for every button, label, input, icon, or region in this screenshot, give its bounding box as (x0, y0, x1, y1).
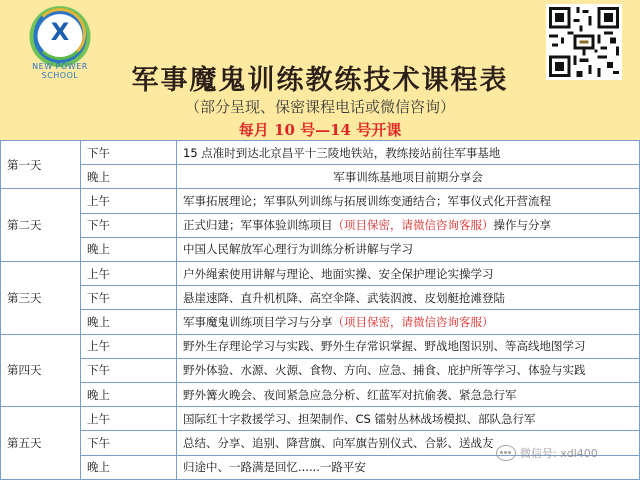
day-label: 第二天 (1, 189, 81, 262)
day-label: 第一天 (1, 141, 81, 189)
activity-cell (177, 213, 640, 237)
time-slot: 晚上 (81, 165, 177, 189)
logo-caption: NEW POWER SCHOOL (32, 62, 88, 80)
table-row (1, 165, 640, 189)
time-slot: 上午 (81, 262, 177, 286)
activity-text: 野外生存理论学习与实践、野外生存常识掌握、野战地图识别、等高线地图学习 (183, 339, 586, 354)
schedule-body (1, 141, 640, 480)
course-dates: 每月 10 号—14 号开课 (238, 121, 402, 139)
time-slot: 晚上 (81, 455, 177, 479)
time-slot: 下午 (81, 431, 177, 455)
table-row (1, 310, 640, 334)
time-slot: 下午 (81, 286, 177, 310)
confidential-note: （项目保密，请微信咨询客服） (332, 218, 494, 233)
activity-cell (177, 141, 640, 165)
logo-mark: X (50, 18, 70, 46)
time-slot: 上午 (81, 189, 177, 213)
table-row (1, 358, 640, 382)
activity-text: 野外体验、水源、火源、食物、方向、应急、捕食、庇护所等学习、体验与实践 (183, 363, 586, 378)
header (0, 0, 640, 140)
activity-text: 正式归建；军事体验训练项目 (183, 218, 333, 233)
activity-text: 国际红十字救援学习、担架制作、CS 镭射丛林战场模拟、部队急行军 (183, 411, 536, 426)
wechat-watermark (496, 442, 636, 464)
time-slot: 下午 (81, 358, 177, 382)
activity-text: 军事拓展理论；军事队列训练与拓展训练变通结合；军事仪式化开营流程 (183, 194, 551, 208)
activity-text: 户外绳索使用讲解与理论、地面实操、安全保护理论实操学习 (183, 266, 494, 281)
table-row (1, 383, 640, 407)
day-label: 第四天 (1, 334, 81, 407)
activity-text: 悬崖速降、直升机机降、高空伞降、武装泅渡、皮划艇抢滩登陆 (183, 290, 505, 305)
day-label: 第三天 (1, 262, 81, 335)
time-slot: 晚上 (81, 237, 177, 261)
activity-cell (177, 286, 640, 310)
activity-cell (177, 383, 640, 407)
day-label: 第五天 (1, 407, 81, 480)
table-row (1, 237, 640, 261)
activity-cell (177, 407, 640, 431)
time-slot: 上午 (81, 334, 177, 358)
time-slot: 下午 (81, 213, 177, 237)
activity-cell (177, 262, 640, 286)
table-row (1, 334, 640, 358)
table-row (1, 189, 640, 213)
school-logo-icon (18, 6, 102, 80)
page-subtitle: （部分呈现、保密课程电话或微信咨询） (184, 98, 455, 116)
activity-cell (177, 189, 640, 213)
time-slot: 下午 (81, 141, 177, 165)
activity-text: 操作与分享 (493, 218, 551, 233)
activity-text: 总结、分享、追别、降营旗、向军旗告别仪式、合影、送战友 (183, 436, 494, 451)
activity-text: 中国人民解放军心理行为训练分析讲解与学习 (183, 242, 413, 257)
watermark-text: 微信号: xdl400 (520, 447, 598, 460)
activity-cell (177, 237, 640, 261)
activity-text: 军事训练基地项目前期分享会 (333, 169, 483, 184)
time-slot: 晚上 (81, 310, 177, 334)
time-slot: 晚上 (81, 383, 177, 407)
activity-cell (177, 310, 640, 334)
table-row (1, 407, 640, 431)
wechat-icon (496, 445, 516, 461)
page-title: 军事魔鬼训练教练技术课程表 (131, 65, 509, 96)
activity-text: 15 点准时到达北京昌平十三陵地铁站，教练接站前往军事基地 (183, 145, 501, 160)
activity-cell (177, 165, 640, 189)
schedule-table (0, 140, 640, 480)
table-row (1, 141, 640, 165)
table-row (1, 262, 640, 286)
activity-cell (177, 334, 640, 358)
activity-text: 归途中、一路满是回忆......一路平安 (183, 460, 366, 475)
activity-cell (177, 358, 640, 382)
activity-text: 军事魔鬼训练项目学习与分享 (183, 315, 333, 330)
time-slot: 上午 (81, 407, 177, 431)
table-row (1, 213, 640, 237)
activity-text: 野外篝火晚会、夜间紧急应急分析、红蓝军对抗偷袭、紧急急行军 (183, 387, 517, 402)
confidential-note: （项目保密，请微信咨询客服） (332, 315, 494, 330)
table-row (1, 286, 640, 310)
qr-code-icon (546, 4, 622, 80)
